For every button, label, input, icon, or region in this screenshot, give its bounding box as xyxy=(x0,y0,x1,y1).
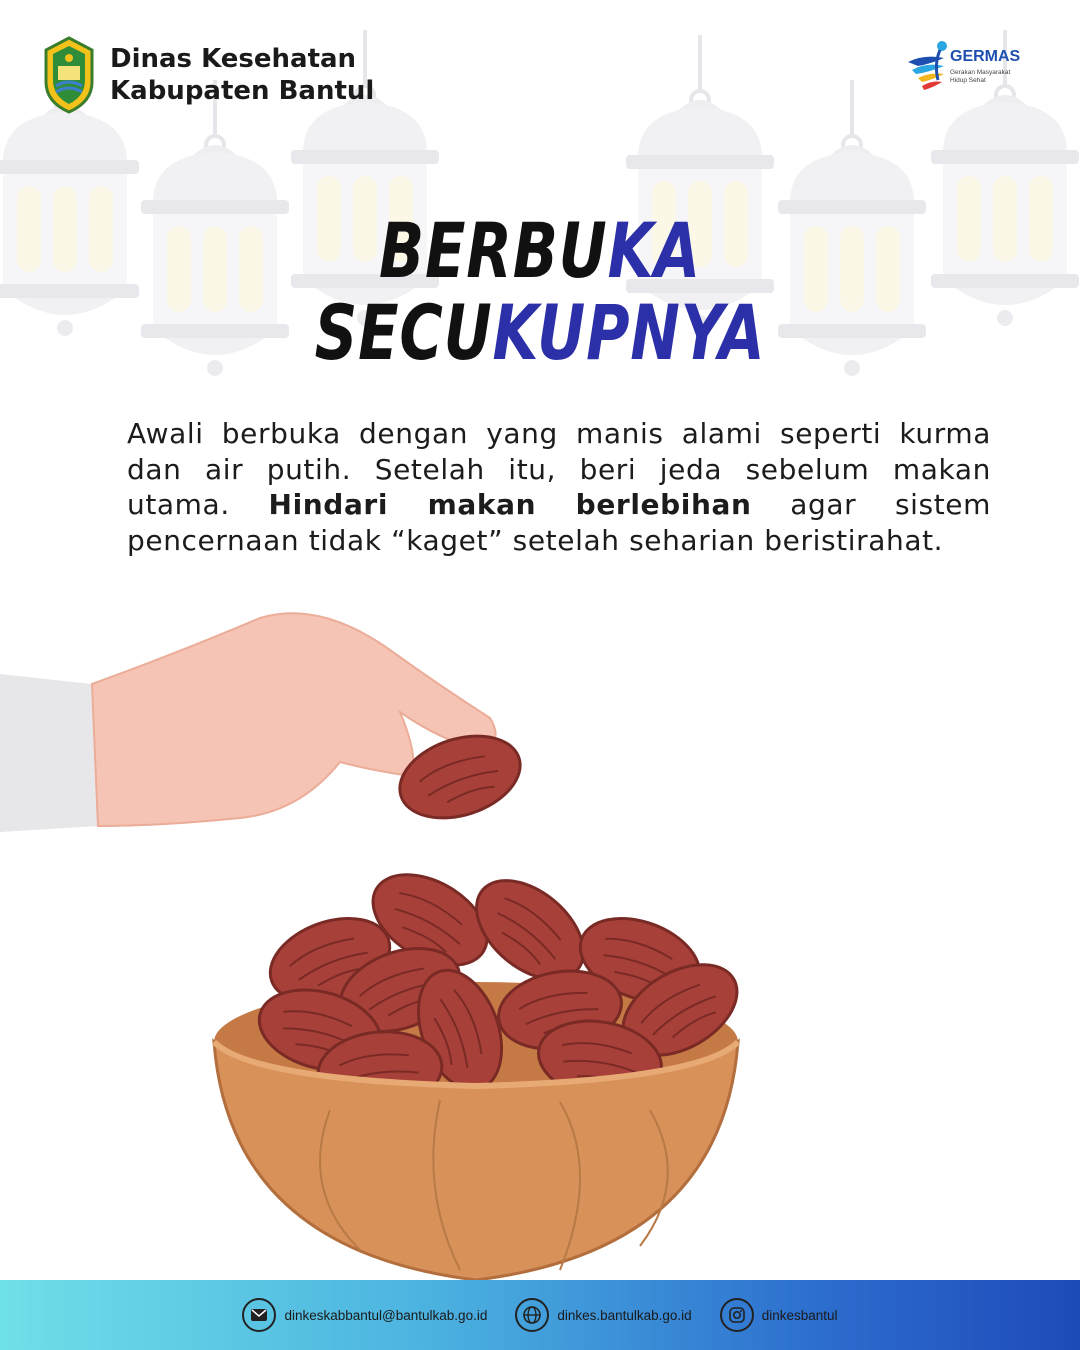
body-text-part2: agar sistem pencernaan tidak “kaget” setelah seharian beristirahat. xyxy=(127,488,991,557)
envelope-icon xyxy=(242,1298,276,1332)
headline-line1-dark: BERBU xyxy=(379,206,608,295)
org-name xyxy=(110,43,374,107)
org-crest-icon xyxy=(40,36,98,114)
headline-line1 xyxy=(119,208,961,294)
contact-email[interactable] xyxy=(242,1298,487,1332)
germas-title: GERMAS xyxy=(950,48,1021,65)
held-date xyxy=(389,722,530,833)
germas-subtitle xyxy=(950,69,1020,85)
globe-icon xyxy=(515,1298,549,1332)
footer-contact-bar xyxy=(0,1280,1080,1350)
body-paragraph xyxy=(127,416,991,558)
contact-instagram[interactable] xyxy=(720,1298,838,1332)
header xyxy=(40,36,374,114)
instagram-icon xyxy=(720,1298,754,1332)
sleeve xyxy=(0,674,98,832)
headline-line2-dark: SECU xyxy=(314,288,493,377)
germas-logo xyxy=(904,40,1034,96)
headline-line1-blue: KA xyxy=(607,206,701,295)
body-text-bold: Hindari makan berlebihan xyxy=(268,488,752,521)
headline-line2-blue: KUPNYA xyxy=(492,288,766,377)
org-name-line2: Kabupaten Bantul xyxy=(110,76,375,106)
germas-subtitle-line2: Hidup Sehat xyxy=(950,77,986,84)
germas-subtitle-line1: Gerakan Masyarakat xyxy=(950,69,1011,76)
contact-email-text: dinkeskabbantul@bantulkab.go.id xyxy=(284,1307,488,1323)
contact-instagram-text: dinkesbantul xyxy=(761,1307,838,1323)
headline-line2 xyxy=(119,290,961,376)
contact-website[interactable] xyxy=(515,1298,691,1332)
body-text-part1: Awali berbuka dengan yang manis alami seperti kurma dan air putih. Setelah itu, beri jeda sebelum makan utama. xyxy=(127,417,991,521)
dates-illustration xyxy=(0,590,1080,1280)
germas-figure-icon xyxy=(904,40,950,96)
contact-website-text: dinkes.bantulkab.go.id xyxy=(557,1307,692,1323)
org-name-line1: Dinas Kesehatan xyxy=(110,44,357,74)
